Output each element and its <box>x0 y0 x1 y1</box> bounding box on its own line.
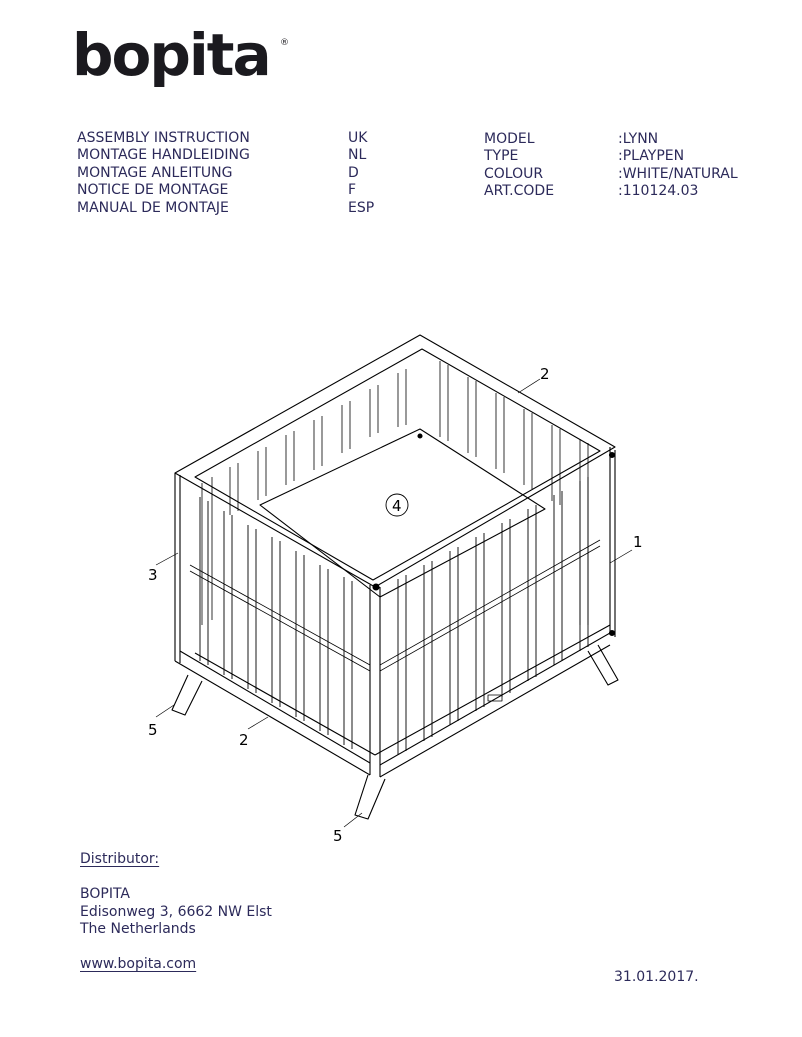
spec-values <box>618 131 738 201</box>
playpen-drawing <box>140 325 643 850</box>
spec-value-type: :PLAYPEN <box>618 148 685 165</box>
language-codes <box>348 130 374 217</box>
distributor-country: The Netherlands <box>80 921 196 937</box>
language-code: NL <box>348 147 367 164</box>
callout-label: 4 <box>392 497 402 515</box>
spec-label-model: MODEL <box>484 131 535 147</box>
distributor-address <box>80 886 272 939</box>
callout-label: 2 <box>540 365 550 383</box>
callout-label: 1 <box>633 533 643 551</box>
spec-label-colour: COLOUR <box>484 165 544 182</box>
distributor-label: Distributor: <box>80 851 160 867</box>
spec-value-art-code: :110124.03 <box>618 183 699 200</box>
spec-value-model: :LYNN <box>618 131 659 147</box>
distributor-street: Edisonweg 3, 6662 NW Elst <box>80 903 272 920</box>
callout-label: 5 <box>148 721 158 739</box>
callout-label: 5 <box>333 827 343 845</box>
language-code: D <box>348 164 359 181</box>
spec-labels <box>484 131 554 201</box>
document-date: 31.01.2017. <box>614 969 699 985</box>
registered-mark: ® <box>280 38 289 48</box>
instruction-title-f: NOTICE DE MONTAGE <box>77 182 229 199</box>
website-link[interactable]: www.bopita.com <box>80 956 197 972</box>
instruction-title-esp: MANUAL DE MONTAJE <box>77 199 229 216</box>
instruction-title-nl: MONTAGE HANDLEIDING <box>77 147 250 164</box>
callout-label: 3 <box>148 566 158 584</box>
spec-value-colour: :WHITE/NATURAL <box>618 165 738 182</box>
callout-label: 2 <box>239 731 249 749</box>
bopita-logo: bopita <box>72 21 270 89</box>
distributor-company: BOPITA <box>80 886 130 902</box>
instruction-title-uk: ASSEMBLY INSTRUCTION <box>77 130 250 146</box>
language-code: UK <box>348 130 368 146</box>
language-code: F <box>348 182 357 199</box>
language-code: ESP <box>348 199 375 216</box>
spec-label-type: TYPE <box>484 148 519 165</box>
instruction-title-d: MONTAGE ANLEITUNG <box>77 164 233 181</box>
instruction-titles <box>77 130 250 217</box>
spec-label-art-code: ART.CODE <box>484 183 555 200</box>
